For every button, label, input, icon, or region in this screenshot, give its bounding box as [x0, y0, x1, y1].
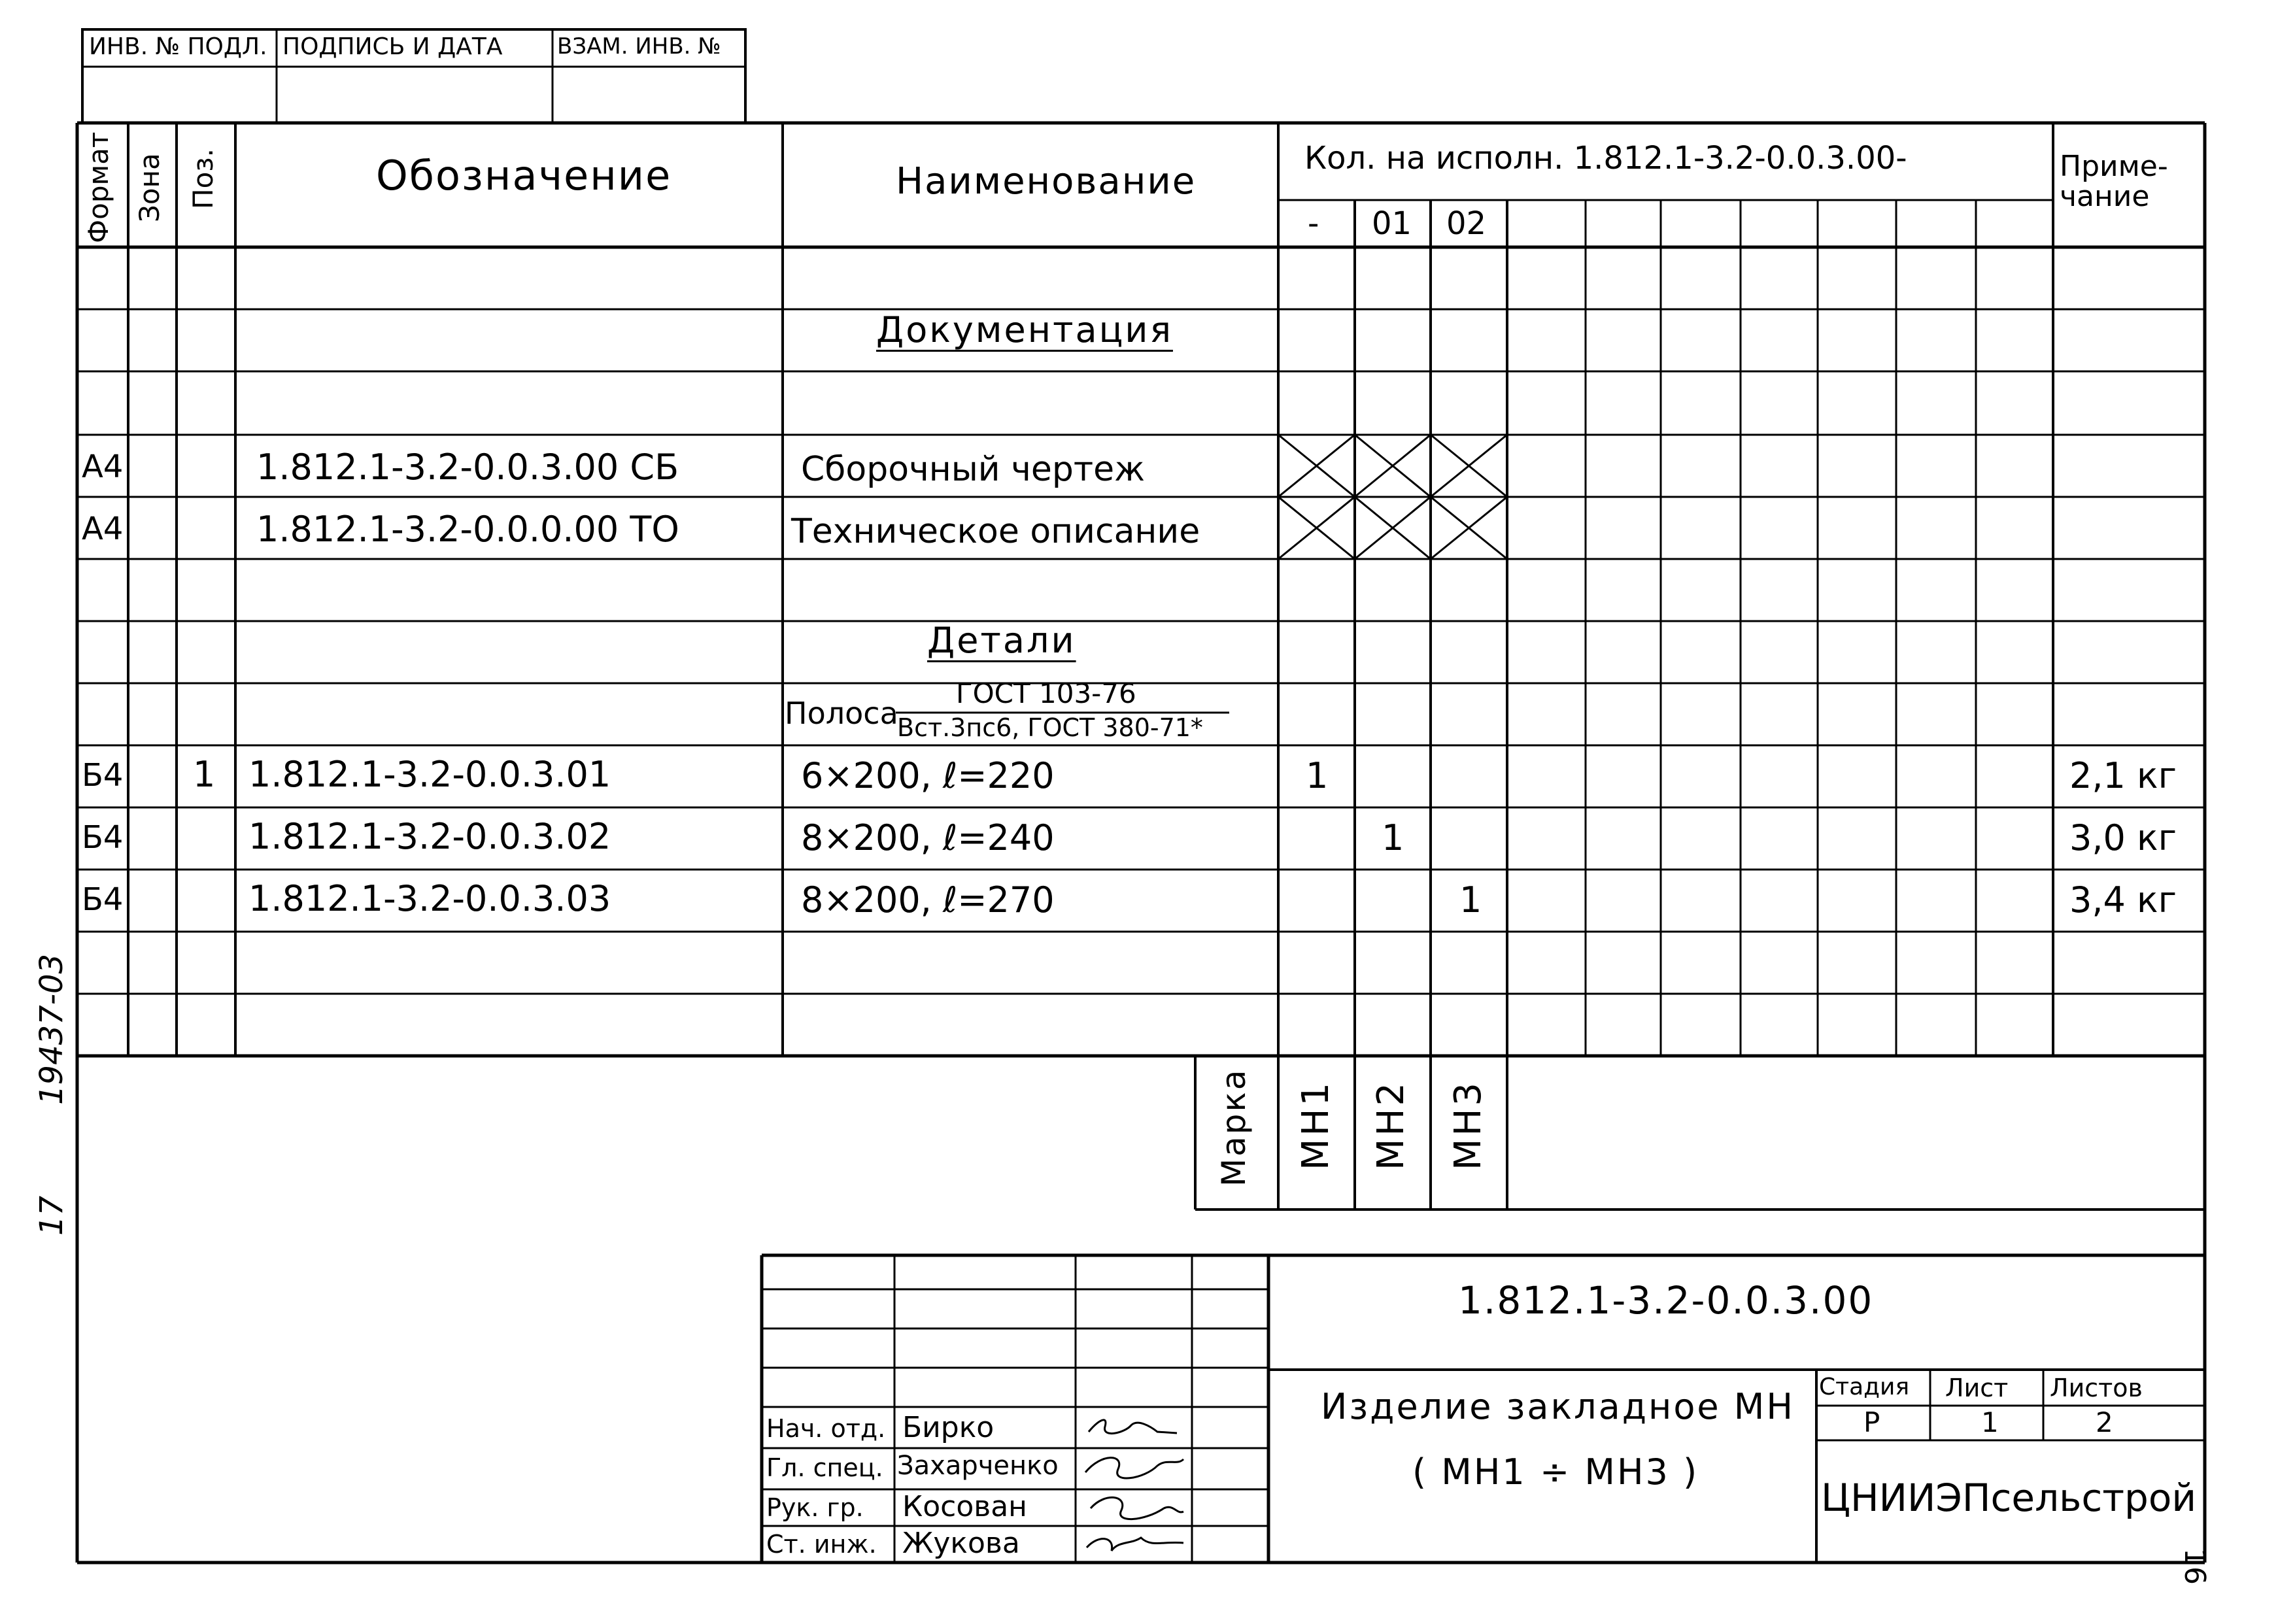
row-1-name: Техническое описание [791, 512, 1200, 551]
row-3-note: 3,0 кг [2069, 817, 2177, 858]
header-note: Приме- чание [2060, 150, 2168, 214]
row-1-format: А4 [82, 511, 124, 547]
row-0-designation: 1.812.1-3.2-0.0.3.00 СБ [256, 447, 679, 488]
row-2-name: 6×200, ℓ=220 [801, 755, 1055, 796]
title-code: 1.812.1-3.2-0.0.3.00 [1458, 1278, 1874, 1323]
person-2-name: Косован [902, 1490, 1027, 1523]
row-3-format: Б4 [82, 819, 124, 856]
signature-0 [1089, 1420, 1177, 1434]
margin-doc-no: 19437-03 [33, 953, 70, 1105]
marka-item-1: МН2 [1370, 1079, 1412, 1170]
header-name: Наименование [896, 160, 1197, 203]
row-2-format: Б4 [82, 757, 124, 794]
stamp-replace-inv: ВЗАМ. ИНВ. № [557, 33, 721, 59]
marka-label: Марка [1215, 1068, 1253, 1187]
stamp-signature-date: ПОДПИСЬ И ДАТА [282, 33, 503, 60]
row-4-format: Б4 [82, 881, 124, 918]
signatures [1079, 1407, 1190, 1564]
header-zone: Зона [133, 153, 165, 222]
person-3-role: Ст. инж. [766, 1530, 877, 1559]
title-org: ЦНИИЭПсельстрой [1821, 1476, 2197, 1520]
marka-item-0: МН1 [1295, 1079, 1337, 1170]
title-sheets-label: Листов [2050, 1374, 2143, 1402]
stamp-inv-no: ИНВ. № ПОДЛ. [89, 33, 267, 60]
signature-3 [1087, 1538, 1183, 1551]
row-4-qty-2: 1 [1459, 879, 1482, 921]
title-product-line1: Изделие закладное МН [1321, 1386, 1795, 1427]
title-sheet: 1 [1981, 1406, 1999, 1438]
row-2-pos: 1 [193, 754, 216, 795]
title-product-line2: ( МН1 ÷ МН3 ) [1412, 1451, 1699, 1493]
person-0-role: Нач. отд. [766, 1414, 886, 1443]
signature-1 [1085, 1458, 1183, 1478]
person-0-name: Бирко [902, 1411, 994, 1444]
section-details: Детали [927, 620, 1076, 661]
person-1-name: Захарченко [897, 1451, 1059, 1481]
row-3-name: 8×200, ℓ=240 [801, 817, 1055, 858]
header-format: Формат [82, 131, 114, 243]
row-2-note: 2,1 кг [2069, 755, 2177, 796]
header-designation: Обозначение [376, 152, 672, 199]
title-stage-label: Стадия [1819, 1374, 1910, 1400]
person-1-role: Гл. спец. [766, 1453, 883, 1482]
row-2-designation: 1.812.1-3.2-0.0.3.01 [248, 754, 611, 795]
strip-top: ГОСТ 103-76 [956, 677, 1136, 709]
title-stage: Р [1863, 1406, 1880, 1438]
title-sheet-label: Лист [1945, 1374, 2009, 1402]
header-qty-col-1: 01 [1372, 205, 1412, 242]
margin-sheet-no: 16 [2178, 1548, 2211, 1585]
signature-2 [1091, 1497, 1183, 1519]
row-4-note: 3,4 кг [2069, 879, 2177, 921]
row-0-name: Сборочный чертеж [801, 450, 1145, 489]
row-1-designation: 1.812.1-3.2-0.0.0.00 ТО [256, 509, 679, 550]
header-qty-title: Кол. на исполн. 1.812.1-3.2-0.0.3.00- [1304, 140, 1907, 177]
row-4-name: 8×200, ℓ=270 [801, 879, 1055, 921]
strip-label: Полоса [785, 696, 898, 731]
title-sheets: 2 [2096, 1406, 2113, 1438]
row-3-qty-1: 1 [1382, 817, 1404, 858]
strip-bottom: Вст.3пс6, ГОСТ 380-71* [897, 713, 1203, 742]
row-0-format: А4 [82, 448, 124, 485]
header-qty-col-0: - [1308, 205, 1319, 242]
margin-page-no: 17 [33, 1195, 70, 1236]
row-4-designation: 1.812.1-3.2-0.0.3.03 [248, 878, 611, 919]
marka-item-2: МН3 [1447, 1079, 1489, 1170]
section-documentation: Документация [876, 309, 1173, 350]
header-pos: Поз. [187, 148, 219, 209]
row-3-designation: 1.812.1-3.2-0.0.3.02 [248, 816, 611, 857]
row-2-qty-0: 1 [1306, 755, 1329, 796]
person-3-name: Жукова [902, 1527, 1020, 1560]
header-qty-col-2: 02 [1446, 205, 1487, 242]
person-2-role: Рук. гр. [766, 1493, 864, 1522]
